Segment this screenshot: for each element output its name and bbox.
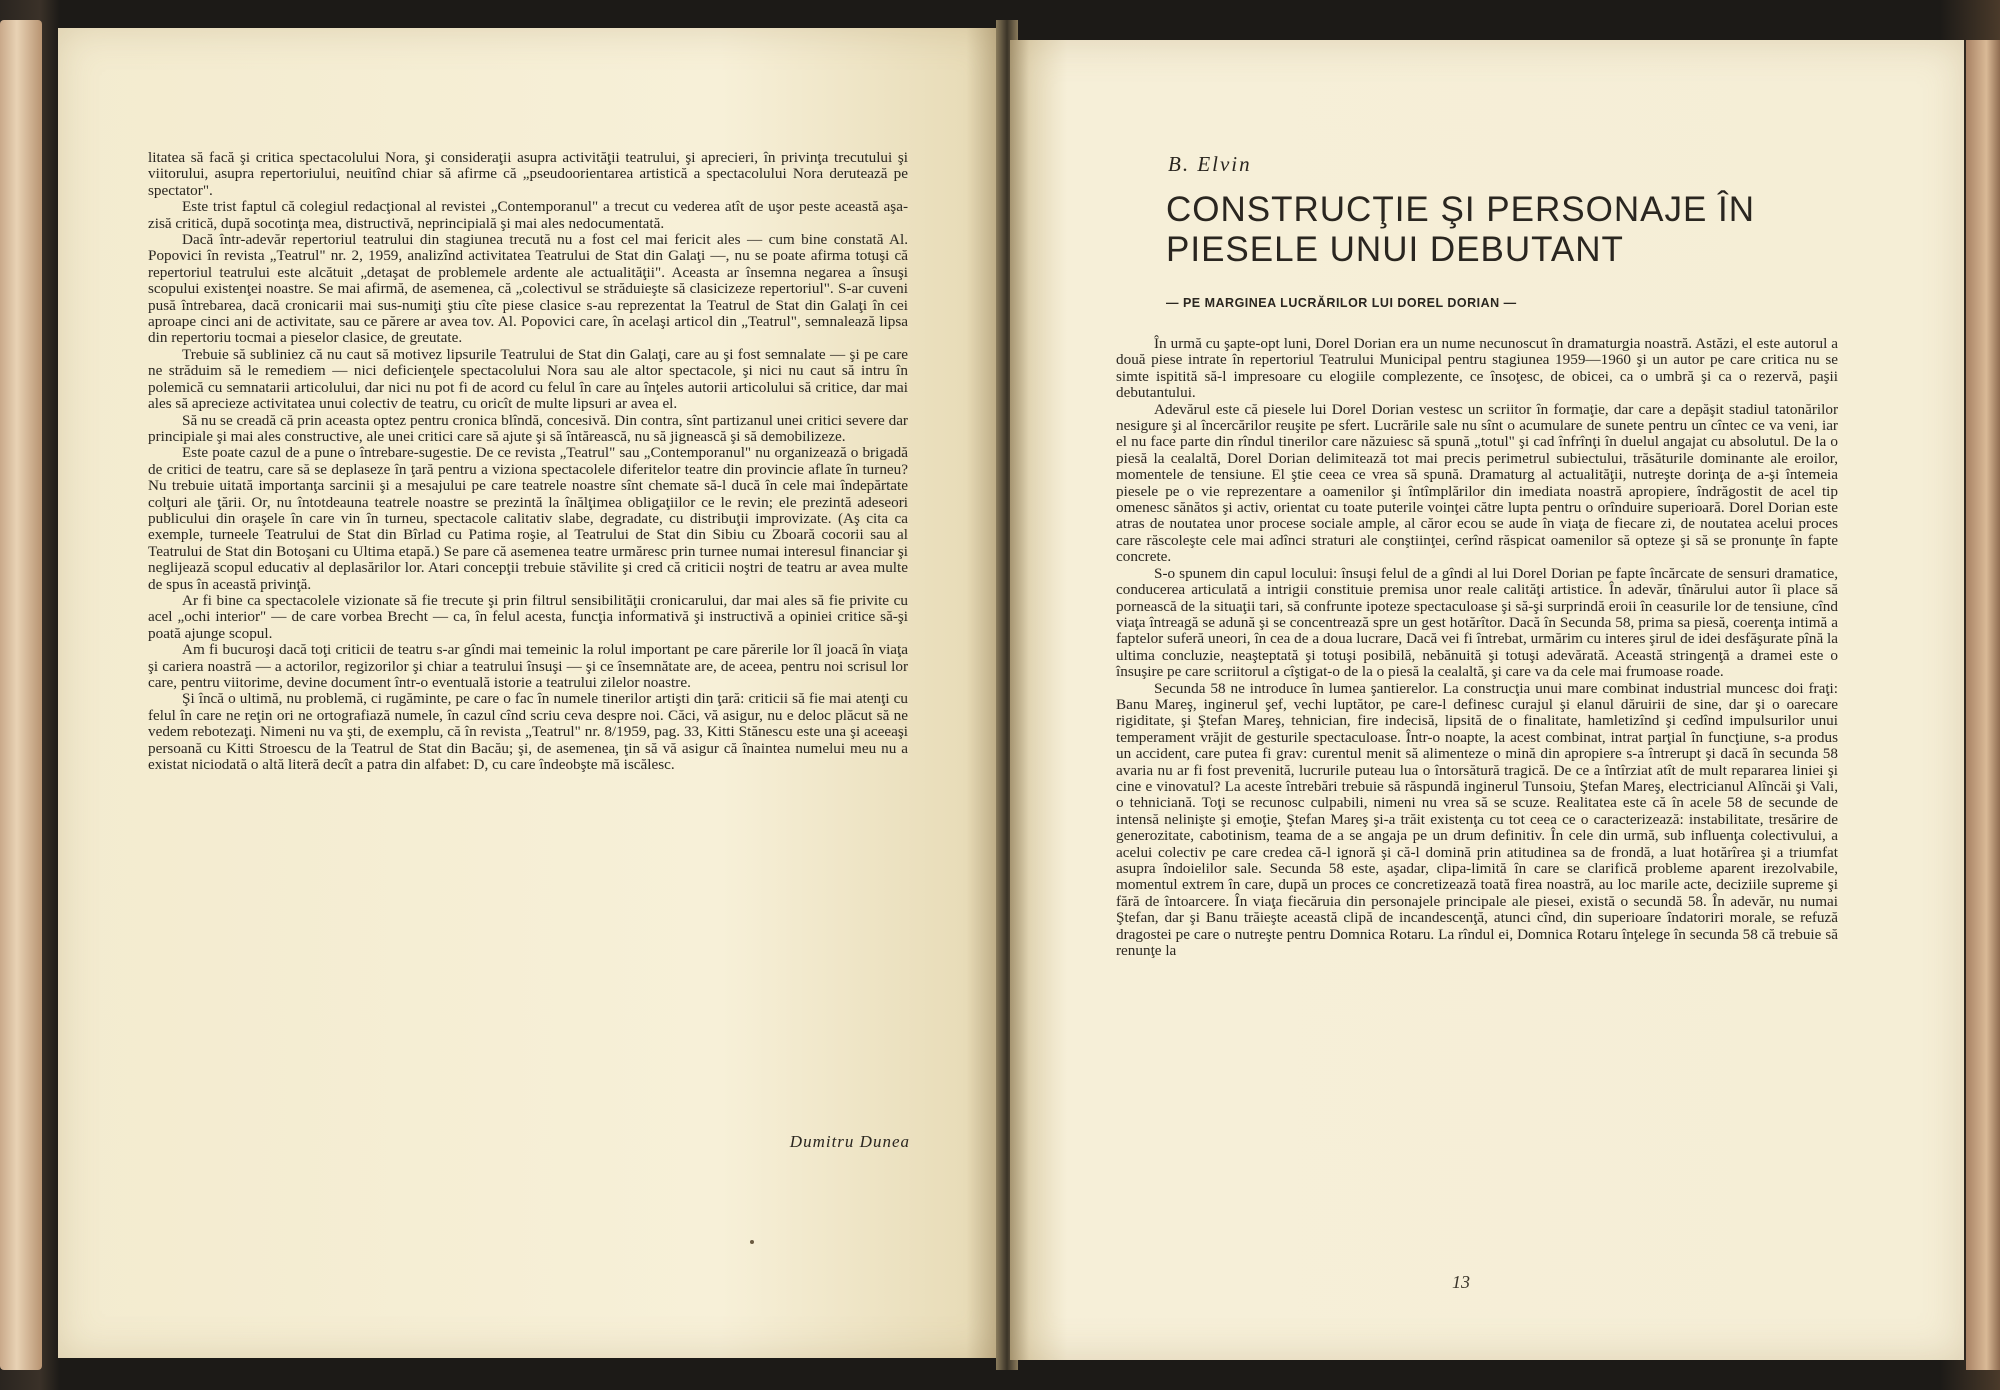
left-page-edges — [0, 20, 42, 1370]
page-number: 13 — [1452, 1272, 1470, 1292]
paragraph: Trebuie să subliniez că nu caut să motivez lipsurile Teatrului de Stat din Galaţi, care au şi fost semnalate — şi pe care ne străduim să le remediem — nici deficienţele spectacolului Nora sau ale altor spectacole, şi nici nu caut să intru în polemică cu semnatarii articolului, dar nici nu pot fi de acord cu felul în care au înţeles autorii articolului să critice, dar mai ales să aprecieze activitatea unui colectiv de teatru, cu oricît de multe lipsuri ar avea el. — [148, 345, 908, 413]
paragraph: Ar fi bine ca spectacolele vizionate să fie trecute şi prin filtrul sensibilităţii cronicarului, dar mai ales să fie privite cu acel „ochi interior" — de care vorbea Brecht — ca, în felul acesta, funcţia informativă şi instructivă a opiniei critice să-şi poată ajunge scopul. — [148, 591, 908, 642]
paragraph: Şi încă o ultimă, nu problemă, ci rugăminte, pe care o fac în numele tinerilor artişti din ţară: criticii să fie mai atenţi cu felul în care ne reţin ori ne ortografiază numele, în cazul cînd scriu ceva despre noi. Căci, vă asigur, nu e deloc plăcut să ne vedem rebotezaţi. Nimeni nu va şti, de exemplu, că în revista „Teatrul" nr. 8/1959, pag. 33, Kitti Stănescu este una şi aceeaşi persoană cu Kitti Stroescu de la Teatrul de Stat din Bacău; şi, de asemenea, ţin să vă asigur că înaintea numelui meu nu a existat niciodată o altă literă decît a patra din alfabet: D, cu care îndeobşte mă iscălesc. — [148, 690, 908, 774]
paragraph: Secunda 58 ne introduce în lumea şantierelor. La construcţia unui mare combinat industrial muncesc doi fraţi: Banu Mareş, inginerul şef, vechi luptător, pe care-l definesc curajul şi elanul dăruirii de sine, dar şi o oarecare rigiditate, şi Ştefan Mareş, tehnician, fire indecisă, lipsită de o finalitate, hamletizînd şi cedînd impulsurilor unui temperament vrăjit de gesturile spectaculoase. Într-o noapte, la acest combinat, intrat parţial în funcţiune, s-a produs un accident, care putea fi grav: curentul menit să alimenteze o mină din apropiere s-a întrerupt şi dacă în secunda 58 avaria nu ar fi fost prevenită, lucrurile puteau lua o întorsătură tragică. De ce a întîrziat atît de mult repararea liniei şi cine e vinovatul? La aceste întrebări trebuie să răspundă inginerul Tunsoiu, Ştefan Mareş, electricianul Alîncăi şi Vali, o tehniciană. Toţi se recunosc culpabili, nimeni nu vrea să se scuze. Realitatea este că în acele 58 de secunde de intensă nelinişte şi emoţie, Ştefan Mareş şi-a trăit existenţa cu tot ceea ce o caracterizează: instabilitate, tresărire de generozitate, cabotinism, teama de a se angaja pe un drum definitiv. În cele din urmă, sub influenţa colectivului, a acelui colectiv pe care credea că-l ignoră şi că-l domină prin atitudinea sa de frondă, a luat hotărîrea şi a triumfat asupra îndoielilor sale. Secunda 58 este, aşadar, clipa-limită în care se clarifică probleme aparent irezolvabile, momentul extrem în care, după un proces ce concretizează toată firea noastră, au loc marile acte, deciziile supreme şi fără de întoarcere. În viaţa fiecăruia din personajele principale ale piesei, există o secundă 58. În adevăr, nu numai Ştefan, dar şi Banu trăieşte această clipă de incandescenţă, atunci cînd, din superioare îndatoriri morale, se refuză dragostei pe care o nutreşte pentru Domnica Rotaru. La rîndul ei, Domnica Rotaru înţelege în secunda 58 că trebuie să renunţe la — [1116, 679, 1838, 960]
left-page-text — [148, 150, 908, 773]
right-page-text — [1116, 336, 1838, 959]
paragraph: În urmă cu şapte-opt luni, Dorel Dorian era un nume necunoscut în dramaturgia noastră. Astăzi, el este autorul a două piese intrate în repertoriul Teatrului Municipal pentru stagiunea 1959—1960 şi un autor pe care critica nu se simte ispitită să-l impresoare cu elogiile complezente, ce însoţesc, de obicei, ca o umbră şi ca o rezervă, paşii debutantului. — [1116, 335, 1838, 402]
paragraph: Este poate cazul de a pune o întrebare-sugestie. De ce revista „Teatrul" sau „Contemporanul" nu organizează o brigadă de critici de teatru, care să se deplaseze în ţară pentru a viziona spectacolele diferitelor teatre din provincie aflate în turneu? Nu trebuie uitată importanţa sarcinii şi a mesajului pe care teatrele noastre sînt chemate să-l ducă în cele mai îndepărtate colţuri ale ţării. Or, nu întotdeauna teatrele noastre se prezintă la înălţimea obligaţiilor ce le revin; ele prezintă adeseori publicului din oraşele în care vin în turneu, spectacole calitativ slabe, degradate, cu distribuţii improvizate. (Aş cita ca exemple, turneele Teatrului de Stat din Bîrlad cu Patima roşie, al Teatrului de Stat din Sibiu cu Zboară cocorii sau al Teatrului de Stat din Botoşani cu Ultima etapă.) Se pare că asemenea teatre urmăresc prin turnee numai interesul financiar şi neglijează scopul educativ al deplasărilor lor. Atari concepţii trebuie stăvilite şi cred că criticii noştri de teatru ar avea multe de spus în această privinţă. — [148, 444, 908, 593]
paragraph: Adevărul este că piesele lui Dorel Dorian vestesc un scriitor în formaţie, dar care a depăşit stadiul tatonărilor nesigure şi al încercărilor reuşite pe sfert. Lucrările sale nu sînt o acumulare de sunete pentru un cîntec ce va veni, iar el nu face parte din rîndul tinerilor care năzuiesc să spună „totul" şi cad înfrînţi în duelul angajat cu absolutul. De la o piesă la cealaltă, Dorel Dorian delimitează tot mai precis perimetrul subiectului, trăsăturile dominante ale eroilor, momentele de tensiune. El ştie ceea ce vrea să spună. Dramaturg al actualităţii, nutreşte dorinţa de a-şi întemeia piesele pe o vie reprezentare a oamenilor şi întîmplărilor din imediata noastră apropiere, îndrăgostit de acel tip omenesc sănătos şi activ, orientat cu toate puterile voinţei către lupta pentru o orînduire superioară. Dorel Dorian este atras de noutatea unor procese sociale ample, al căror ecou se aude în viaţa de fiecare zi, de noutatea acelui proces care răscoleşte cele mai adînci straturi ale conştiinţei, cerînd răspicat oamenilor să opteze şi să se pronunţe în fapte concrete. — [1116, 400, 1838, 566]
right-page-edges — [1966, 40, 2000, 1370]
article-subtitle: — PE MARGINEA LUCRĂRILOR LUI DOREL DORIAN — — [1166, 296, 1517, 310]
article-author: B. Elvin — [1168, 152, 1252, 176]
ink-speck — [750, 1240, 754, 1244]
article-signature: Dumitru Dunea — [789, 1132, 910, 1151]
paragraph: Am fi bucuroşi dacă toţi criticii de teatru s-ar gîndi mai temeinic la rolul important pe care părerile lor îl joacă în viaţa şi cariera noastră — a actorilor, regizorilor şi chiar a teatrului însuşi — şi ce însemnătate are, de aceea, pentru noi scrisul lor care, pentru viitorime, devine document într-o eventuală istorie a teatrului zilelor noastre. — [148, 641, 908, 691]
paragraph: Este trist faptul că colegiul redacţional al revistei „Contemporanul" a trecut cu vederea atît de uşor peste această aşa-zisă critică, după socotinţa mea, distructivă, neprincipială şi mai ales nedocumentată. — [148, 198, 908, 232]
paragraph: Dacă într-adevăr repertoriul teatrului din stagiunea trecută nu a fost cel mai fericit ales — cum bine constată Al. Popovici în revista „Teatrul" nr. 2, 1959, analizînd activitatea Teatrului de Stat din Galaţi —, nu se poate afirma totuşi că repertoriul teatrului este alcătuit „detaşat de problemele ardente ale actualităţii". Aceasta ar însemna negarea a însuşi scopului existenţei noastre. Se mai afirmă, de asemenea, că „colectivul se străduieşte să clasicizeze repertoriul". S-ar cuveni pusă întrebarea, dacă cronicarii mai sus-numiţi ştiu cîte piese clasice s-au reprezentat la Teatrul de Stat din Galaţi în cei aproape cinci ani de activitate, sau ce părere ar avea tov. Al. Popovici care, în acelaşi articol din „Teatrul", semnalează lipsa din repertoriu tocmai a pieselor clasice, de greutate. — [148, 231, 908, 347]
paragraph: S-o spunem din capul locului: însuşi felul de a gîndi al lui Dorel Dorian pe fapte încărcate de sensuri dramatice, conducerea articulată a intrigii constituie premisa unor reale calităţi artistice. În adevăr, tînărului autor îi place să pornească de la situaţii tari, să confrunte ipoteze spectaculoase şi să-şi surprindă eroii în ceasurile lor de tensiune, cînd viaţa întreagă se adună şi se concentrează spre un gest hotărîtor. Dacă în Secunda 58, prima sa piesă, coerenţa intimă a faptelor suferă uneori, în cea de a doua lucrare, Dacă vei fi întrebat, urmărim cu interes şirul de idei desfăşurate pînă la ultima concluzie, neaşteptată şi totuşi posibilă, nebănuită şi totuşi adevărată. Această stringenţă a dramei este o însuşire pe care scriitorul a cîştigat-o de la o piesă la cealaltă, şi care va da cele mai frumoase roade. — [1116, 564, 1838, 681]
paragraph: Să nu se creadă că prin aceasta optez pentru cronica blîndă, concesivă. Din contra, sînt partizanul unei critici severe dar principiale şi mai ales constructive, ale unei critici care să ajute şi să întărească, nu să jignească şi să demobilizeze. — [148, 411, 908, 445]
paragraph: litatea să facă şi critica spectacolului Nora, şi consideraţii asupra activităţii teatrului, şi aprecieri, în privinţa trecutului şi viitorului, asupra repertoriului, neuitînd chiar să afirme că „pseudoorientarea artistică a spectacolului Nora derutează pe spectator". — [148, 149, 908, 199]
article-title: CONSTRUCŢIE ŞI PERSONAJE ÎN PIESELE UNUI DEBUTANT — [1166, 190, 1756, 269]
